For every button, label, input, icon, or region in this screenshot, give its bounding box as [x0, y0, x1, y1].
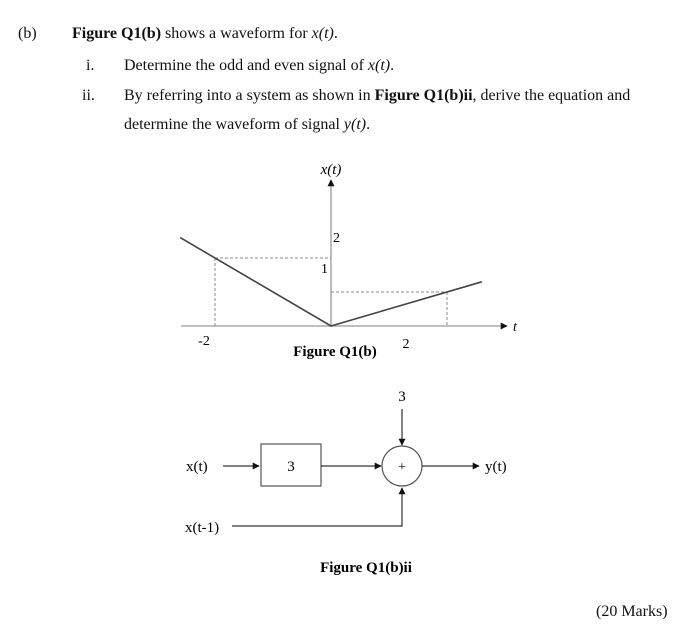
- item-2-body: By referring into a system as shown in: [124, 87, 375, 104]
- delayed-input-label: x(t-1): [185, 520, 220, 536]
- delayed-input-arrow: [232, 488, 402, 526]
- item-1-number: i.: [86, 57, 95, 74]
- item-2-var: y(t): [343, 116, 367, 133]
- figure-1-caption: Figure Q1(b): [293, 344, 377, 360]
- item-1-end: .: [390, 57, 395, 74]
- part-label: (b): [18, 25, 37, 42]
- y-axis-label: x(t): [320, 162, 342, 178]
- tick-label-y-1: 1: [321, 262, 328, 277]
- intro-end: .: [333, 25, 338, 42]
- tick-label-x-neg2: -2: [198, 334, 210, 349]
- waveform-figure: [180, 162, 518, 360]
- input-label: x(t): [186, 459, 208, 475]
- item-1-body: Determine the odd and even signal of: [124, 57, 368, 74]
- gain-value: 3: [287, 459, 295, 475]
- item-2-line-2-body: determine the waveform of signal: [124, 116, 344, 133]
- item-1-var: x(t): [367, 57, 391, 74]
- block-diagram: [185, 389, 507, 576]
- marks-label: (20 Marks): [596, 603, 668, 620]
- item-2-number: ii.: [82, 87, 95, 104]
- x-axis-label: t: [513, 320, 517, 335]
- item-2-body-end: , derive the equation and: [472, 87, 631, 104]
- constant-input-label: 3: [398, 389, 406, 405]
- output-label: y(t): [485, 459, 507, 475]
- figure-2-caption: Figure Q1(b)ii: [320, 560, 412, 576]
- intro-text: shows a waveform for: [161, 25, 312, 42]
- figure-ref: Figure Q1(b): [72, 25, 162, 42]
- item-2-figure-ref: Figure Q1(b)ii: [374, 87, 473, 104]
- tick-label-y-2: 2: [333, 231, 340, 246]
- item-2-line-2-end: .: [366, 116, 371, 133]
- intro-var: x(t): [311, 25, 334, 42]
- tick-label-x-2: 2: [402, 337, 410, 352]
- sum-symbol: +: [398, 460, 406, 475]
